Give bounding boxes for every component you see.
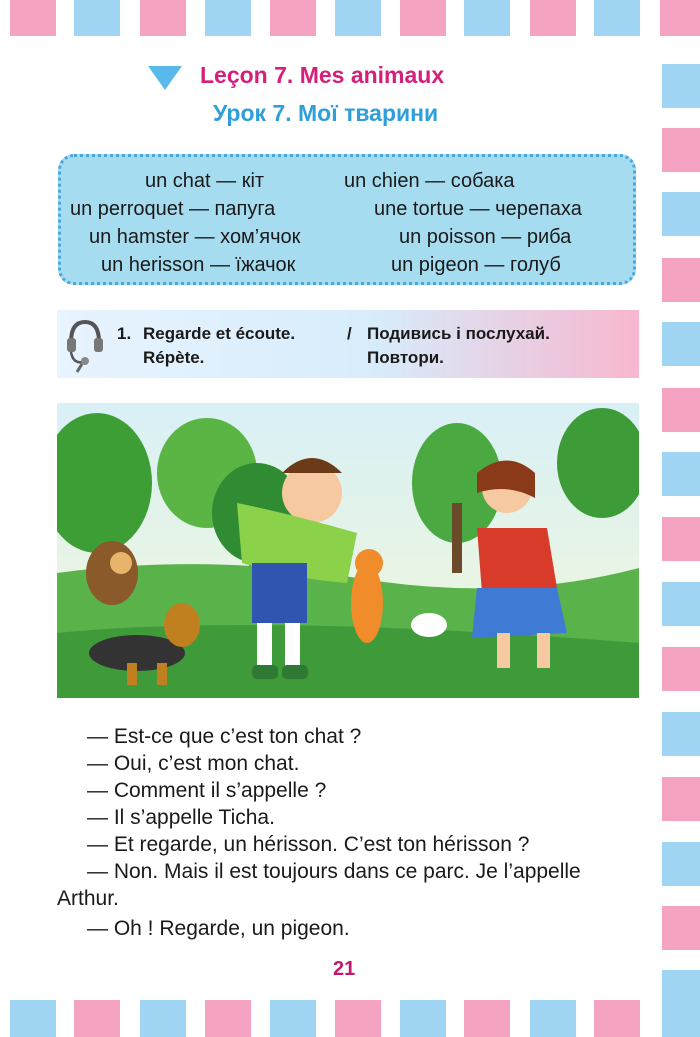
- vocab-item: un hamster — хом’ячок: [89, 226, 301, 248]
- vocab-row: [61, 170, 639, 198]
- page-number: 21: [333, 958, 356, 980]
- task-slash: /: [347, 324, 352, 343]
- dialogue-line: — Comment il s’appelle ?: [87, 779, 327, 802]
- vocab-row: [61, 254, 639, 282]
- vocabulary-box: [58, 154, 636, 285]
- vocab-item: un pigeon — голуб: [391, 254, 561, 276]
- dialogue-line: — Oui, c’est mon chat.: [87, 752, 300, 775]
- dialogue-line: — Il s’appelle Ticha.: [87, 806, 275, 829]
- dialogue-line: — Oh ! Regarde, un pigeon.: [87, 917, 350, 940]
- vocab-item: une tortue — черепаха: [374, 198, 582, 220]
- vocab-item: un herisson — їжачок: [101, 254, 296, 276]
- vocab-item: un perroquet — папуга: [70, 198, 276, 220]
- task-fr-line1: Regarde et écoute.: [143, 324, 296, 343]
- task-fr-line2: Répète.: [143, 348, 205, 367]
- lesson-title-ua: Урок 7. Мої тварини: [213, 100, 439, 126]
- vocab-item: un chien — собака: [344, 170, 515, 192]
- vocab-row: [61, 226, 639, 254]
- task-number: 1.: [117, 324, 132, 343]
- dialogue-line: — Et regarde, un hérisson. C’est ton hérisson ?: [87, 833, 530, 856]
- dialogue-line: Arthur.: [57, 887, 119, 910]
- task-instruction-bar: [57, 310, 639, 378]
- headphones-microphone-icon: [65, 316, 105, 374]
- triangle-marker-icon: [148, 66, 182, 90]
- task-ua-line1: Подивись і послухай.: [367, 324, 550, 343]
- lesson-title-row: [0, 58, 700, 98]
- vocab-item: un poisson — риба: [399, 226, 572, 248]
- vocab-item: un chat — кіт: [145, 170, 265, 192]
- dialogue-line: — Non. Mais il est toujours dans ce parc. Je l’appelle: [87, 860, 581, 883]
- lesson-title-fr: Leçon 7. Mes animaux: [200, 62, 445, 88]
- task-ua-line2: Повтори.: [367, 348, 444, 367]
- park-illustration: [57, 403, 639, 698]
- vocab-row: [61, 198, 639, 226]
- dialogue-line: — Est-ce que c’est ton chat ?: [87, 725, 362, 748]
